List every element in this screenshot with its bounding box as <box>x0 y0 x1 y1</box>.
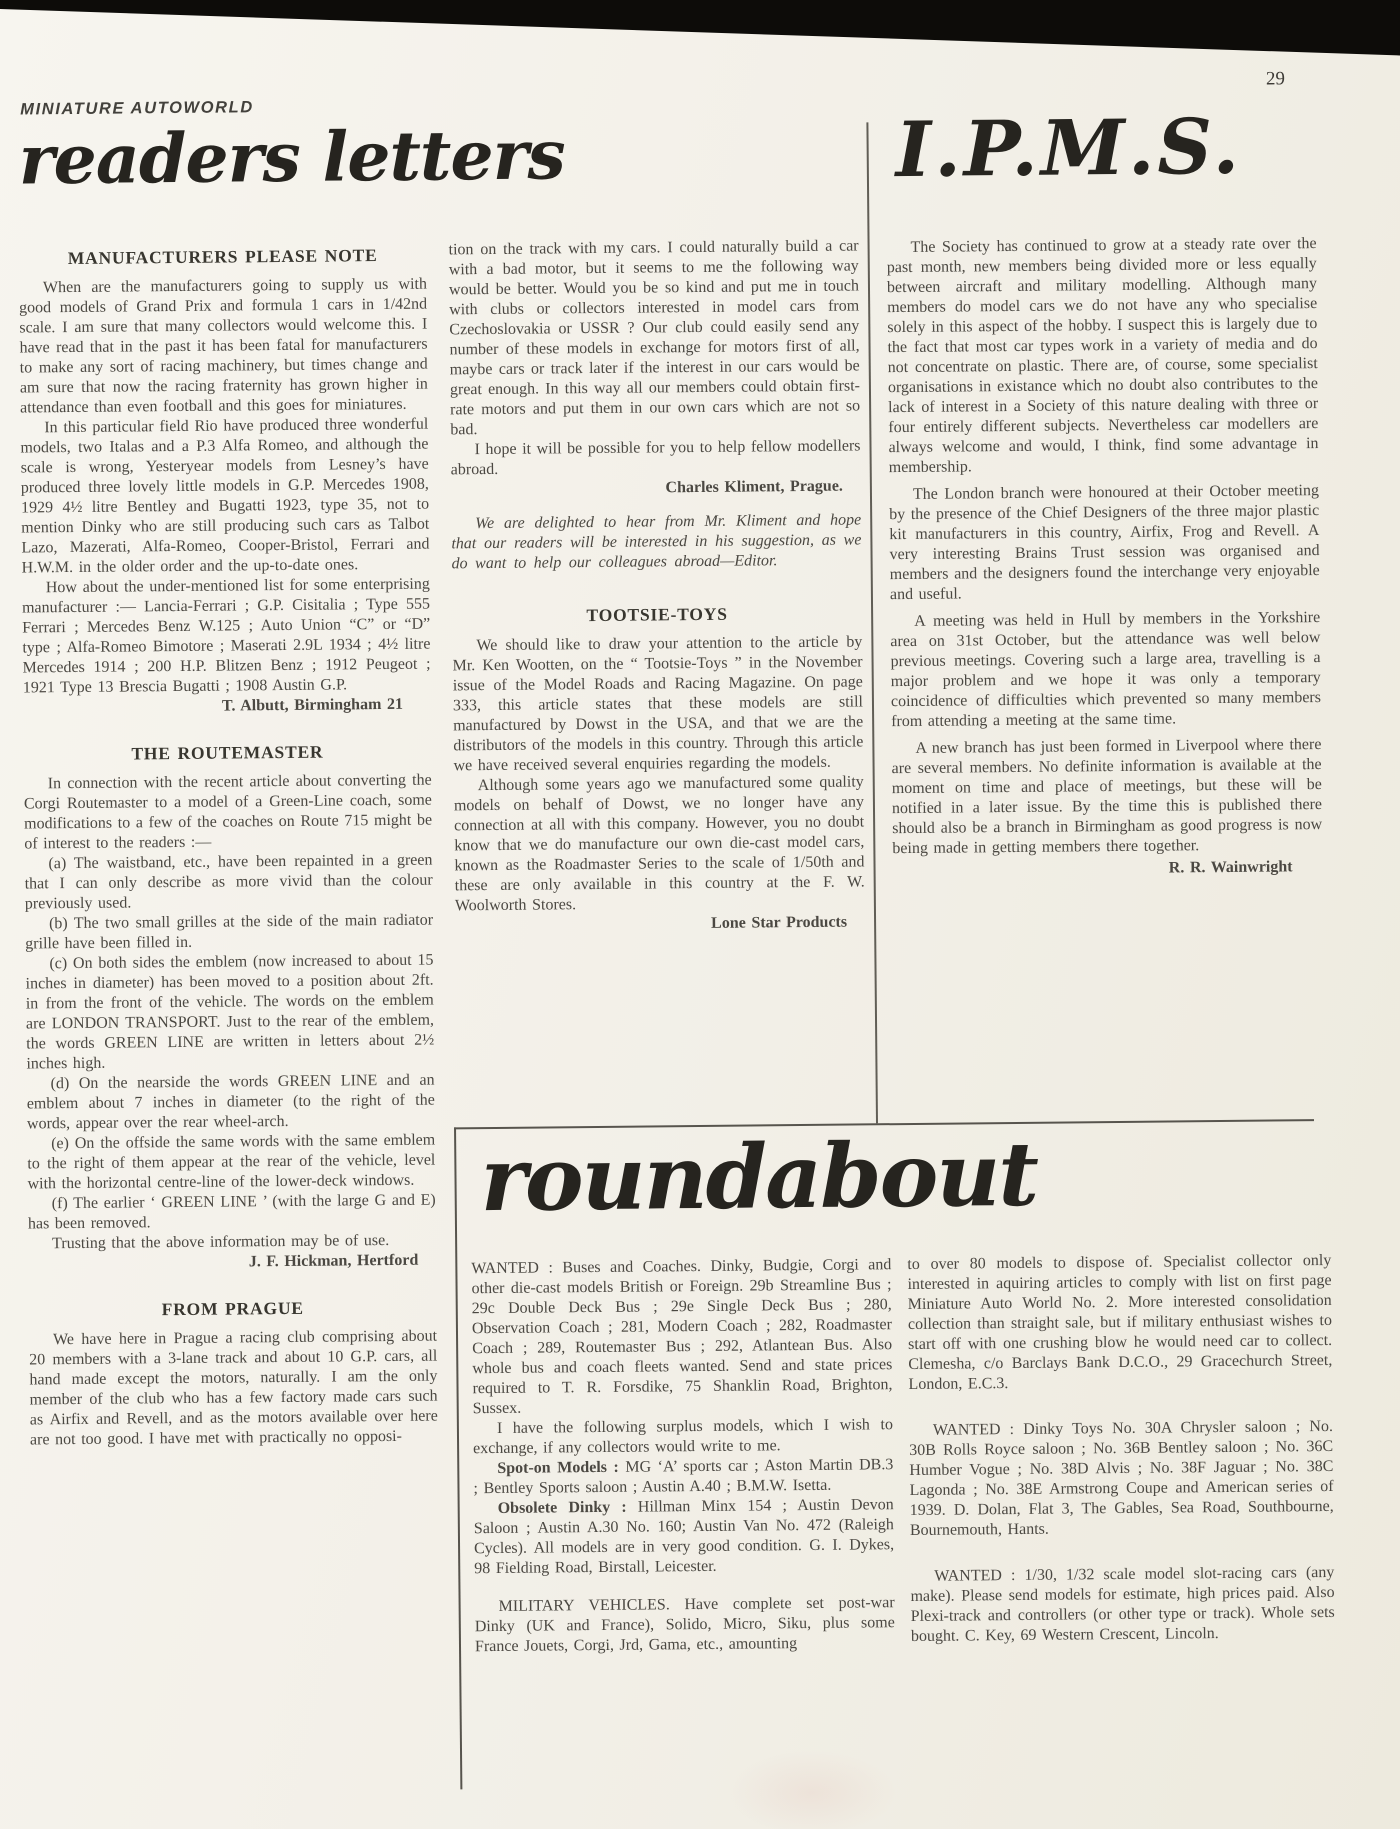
paragraph: A new branch has just been formed in Liverpool where there are several members. No definite information is available at the moment on time and place of meetings, but these will be notified in a later issue. By the time this is published there should also be a branch in Birmingham as good progress is now being made in getting members there together. <box>891 736 1323 858</box>
column-divider-rule <box>866 122 878 1123</box>
paragraph: A meeting was held in Hull by members in the Yorkshire area on 31st October, but the attendance was well below previous meetings. Covering such a large area, travelling is a major problem and we hope it was only a temporary coincidence of difficulties which prevented so many members from attending a meeting at the same time. <box>890 609 1322 731</box>
paragraph: I hope it will be possible for you to help fellow modellers abroad. <box>450 437 861 479</box>
page-number: 29 <box>1265 68 1286 90</box>
ad-lead-spot-on: Spot-on Models : <box>497 1458 619 1477</box>
roundabout-column-b <box>907 1251 1335 1647</box>
section-heading-tootsie-toys: TOOTSIE-TOYS <box>586 603 728 626</box>
signature-hickman: J. F. Hickman, Hertford <box>248 1251 419 1271</box>
classified-ad-continued: to over 80 models to dispose of. Specialist collector only interested in aquiring articles to comply with list on first page Miniature Auto World No. 2. More interested consolidation collection than straight sale, but if military enthusiast wishes to start off with one crushing blow he would need car to collect. Clemesha, c/o Barclays Bank D.C.O., 29 Gracechurch Street, London, E.C.3. <box>907 1251 1333 1394</box>
ipms-column <box>887 234 1323 881</box>
list-item-e: (e) On the offside the same words with the same emblem to the right of them appear at the rear of the vehicle, level with the horizontal centre-line of the lower-deck windows. <box>27 1131 436 1193</box>
readers-letters-column-1 <box>19 243 439 1451</box>
ad-lead-obsolete-dinky: Obsolete Dinky : <box>497 1498 627 1517</box>
roundabout-column-a <box>471 1255 895 1657</box>
classified-ad: WANTED : Dinky Toys No. 30A Chrysler saloon ; No. 30B Rolls Royce saloon ; No. 36B Bentley saloon ; No. 36C Humber Vogue ; No. 38D Alvis ; No. 38F Jaguar ; No. 38C Lagonda ; No. 38E Armstrong Coupe and American series of 1939. D. Dolan, Flat 3, The Gables, Sea Road, Southbourne, Bournemouth, Hants. <box>909 1417 1334 1540</box>
paragraph: The Society has continued to grow at a steady rate over the past month, new members being divided more or less equally between aircraft and military modelling. Although many members do model cars we do not have any who specialise solely in this aspect of the hobby. I suspect this is largely due to the fact that most car types work in a variety of media and do not concentrate on plastic. There are, of course, some specialist organisations in existance which no doubt also contributes to the lack of interest in a Society of this nature dealing with three or four entirely different subjects. Nevertheless car modellers are always welcome and would, I think, find some advantage in membership. <box>886 235 1319 477</box>
ipms-title: I.P.M.S. <box>895 101 1243 195</box>
ad-text: MG ‘A’ sports car ; Aston Martin DB.3 ; Bentley Sports saloon ; Austin A.40 ; B.M.W. Isetta. <box>473 1456 894 1498</box>
list-item-b: (b) The two small grilles at the side of the main radiator grille have been filled in. <box>25 911 434 953</box>
classified-ad: WANTED : 1/30, 1/32 scale model slot-racing cars (any make). Please send models for estimate, high prices paid. Also Plexi-track and controllers (or other type or track). Whole sets bought. C. Key, 69 Western Crescent, Lincoln. <box>910 1563 1335 1646</box>
paragraph: In this particular field Rio have produced three wonderful models, two Italas and a P.3 Alfa Romeo, and although the scale is wrong, Yesteryear models from Lesney’s have produced three lovely little models in G.P. Mercedes 1908, 1929 4½ litre Bentley and Bugatti 1923, type 35, not to mention Dinky who are still producing such cars as Talbot Lazo, Mazerati, Alfa-Romeo, Cooper-Bristol, Ferrari and H.W.M. in the older order and the up-to-date ones. <box>20 415 430 577</box>
classified-ad <box>473 1455 893 1499</box>
classified-ad: MILITARY VEHICLES. Have complete set post-war Dinky (UK and France), Solido, Micro, Siku, plus some France Jouets, Corgi, Jrd, Gama, etc., amounting <box>474 1594 895 1656</box>
section-heading-manufacturers: MANUFACTURERS PLEASE NOTE <box>67 245 378 269</box>
editor-note: We are delighted to hear from Mr. Kliment and hope that our readers will be interested in his suggestion, as we do want to help our colleagues abroad—Editor. <box>451 511 862 573</box>
list-item-a: (a) The waistband, etc., have been repainted in a green that I can only describe as more vivid than the colour previously used. <box>24 851 433 913</box>
signature-albutt: T. Albutt, Birmingham 21 <box>221 695 404 715</box>
paragraph: When are the manufacturers going to supply us with good models of Grand Prix and formula 1 cars in 1/42nd scale. I am sure that many collectors would welcome this. I have read that in the past it has been fatal for manufacturers to make any sort of racing machinery, but times change and am sure that now the racing fraternity has grown higher in attendance than even football and this goes for miniatures. <box>19 275 428 417</box>
classified-ad <box>474 1495 895 1579</box>
roundabout-title: roundabout <box>480 1121 1038 1232</box>
paragraph: How about the under-mentioned list for some enterprising manufacturer :— Lancia-Ferrari ; G.P. Cisitalia ; Type 555 Ferrari ; Mercedes Benz W.125 ; Auto Union “C” or “D” type ; Alfa-Romeo Bimotore ; Maserati 2.9L 1934 ; 4½ litre Mercedes 1914 ; 200 H.P. Blitzen Benz ; 1912 Peugeot ; 1921 Type 13 Brescia Bugatti ; 1908 Austin G.P. <box>21 575 431 697</box>
signature-lone-star: Lone Star Products <box>711 913 848 932</box>
paragraph: Although some years ago we manufactured some quality models on behalf of Dowst, we no longer have any connection at all with this company. However, you no doubt know that we do manufacture our own die-cast model cars, known as the Roadmaster Series to the scale of 1/50th and these are only available in this country at the F. W. Woolworth Stores. <box>453 773 865 915</box>
paragraph: We should like to draw your attention to the article by Mr. Ken Wootten, on the “ Tootsie-Toys ” in the November issue of the Model Roads and Racing Magazine. On page 333, this article states that these models are still manufactured by Dowst in the USA, and that we are the distributors of the models in this country. Through this article we have received several enquiries regarding the models. <box>452 633 864 775</box>
paragraph: Trusting that the above information may be of use. <box>52 1231 390 1253</box>
magazine-brand: MINIATURE AUTOWORLD <box>20 98 254 119</box>
readers-letters-column-2 <box>449 236 866 936</box>
paragraph: We have here in Prague a racing club comprising about 20 members with a 3-lane track and about 10 G.P. cars, all hand made except the motors, naturally. I am the only member of the club who has a few factory made cars such as Airfix and Revell, and as the motors available over here are not too good. I have met with practically no opposi- <box>29 1327 438 1449</box>
classified-ad: WANTED : Buses and Coaches. Dinky, Budgie, Corgi and other die-cast models British or Foreign. 29b Streamline Bus ; 29c Double Deck Bus ; 29e Single Deck Bus ; 280, Observation Coach ; 281, Modern Coach ; 282, Roadmaster Coach ; 289, Routemaster Bus ; 292, Atlantean Bus. Also whole bus and coach fleets wanted. Send and state prices required to T. R. Forsdike, 75 Shanklin Road, Brighton, Sussex. <box>471 1256 893 1418</box>
list-item-f: (f) The earlier ‘ GREEN LINE ’ (with the large G and E) has been removed. <box>27 1191 436 1233</box>
paragraph: I have the following surplus models, which I wish to exchange, if any collectors would write to me. <box>473 1416 893 1458</box>
list-item-d: (d) On the nearside the words GREEN LINE and an emblem about 7 inches in diameter (to the right of the words, appear over the rear wheel-arch. <box>26 1071 435 1133</box>
ad-text: Hillman Minx 154 ; Austin Devon Saloon ; Austin A.30 No. 160; Austin Van No. 472 (Raleigh Cycles). All models are in very good condition. G. I. Dykes, 98 Fielding Road, Birstall, Leicester. <box>473 1496 895 1578</box>
roundabout-section <box>454 1119 1335 1789</box>
paragraph: In connection with the recent article about converting the Corgi Routemaster to a model of a Green-Line coach, some modifications to a few of the coaches on Route 715 might be of interest to the readers :— <box>23 771 433 853</box>
paragraph: The London branch were honoured at their October meeting by the presence of the Chief Designers of the three major plastic kit manufacturers in this country, Airfix, Frog and Revell. A very interesting Brains Trust session was organised and members and the designers found the interchange very enjoyable and useful. <box>889 482 1320 604</box>
section-heading-routemaster: THE ROUTEMASTER <box>131 741 324 764</box>
readers-letters-title: readers letters <box>18 115 566 201</box>
paragraph-continued: tion on the track with my cars. I could naturally build a car with a bad motor, but it seems to me the following way would be better. Would you be so kind and put me in touch with clubs or collectors interested in model cars from Czechoslovakia or USSR ? Our club could easily send any number of these models in exchange for motors first of all, maybe cars or track later if the interest in our cars would be great enough. In this way all our members could obtain first-rate motors and put them in our own cars which are not so bad. <box>448 237 861 439</box>
list-item-c: (c) On both sides the emblem (now increased to about 15 inches in diameter) has been moved to a position about 2ft. in from the front of the vehicle. The words on the emblem are LONDON TRANSPORT. Just to the rear of the emblem, the words GREEN LINE are written in letters about 2½ inches high. <box>25 951 435 1073</box>
section-heading-from-prague: FROM PRAGUE <box>161 1297 304 1320</box>
signature-wainwright: R. R. Wainwright <box>1168 858 1293 877</box>
signature-kliment: Charles Kliment, Prague. <box>665 477 843 497</box>
